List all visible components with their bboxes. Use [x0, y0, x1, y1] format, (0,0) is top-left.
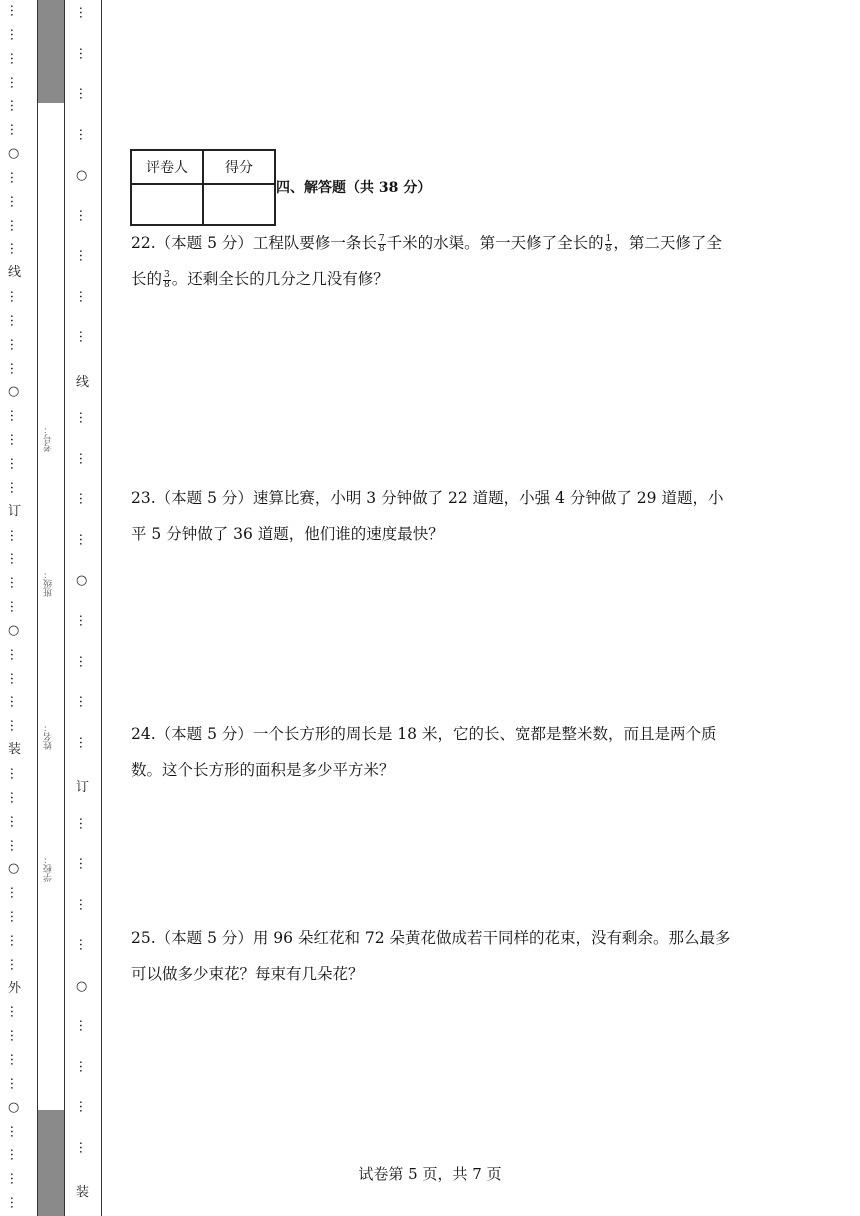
margin-dots: … [7, 242, 22, 256]
margin-dots: … [7, 910, 22, 924]
margin-marker: ○ [8, 384, 20, 400]
margin-dots: … [7, 170, 22, 184]
margin-dots: … [7, 790, 22, 804]
stripe-dark-top [38, 0, 64, 103]
inner-dots: … [76, 532, 91, 546]
margin-marker: 订 [8, 503, 22, 519]
section-title: 四、解答题（共 38 分） [276, 180, 432, 196]
inner-marker: ○ [76, 168, 88, 184]
inner-dots: … [76, 816, 91, 830]
margin-marker: ○ [8, 622, 20, 638]
margin-dots: … [7, 99, 22, 113]
margin-dots: … [7, 886, 22, 900]
fraction-7-8 [378, 235, 386, 254]
margin-dots: … [7, 957, 22, 971]
margin-dots: … [7, 313, 22, 327]
inner-marker: 线 [76, 374, 90, 390]
fraction-denominator: 8 [164, 279, 170, 290]
margin-dots: … [7, 695, 22, 709]
fraction-numerator: 7 [378, 233, 385, 244]
margin-dots: … [7, 75, 22, 89]
margin-marker: ○ [8, 861, 20, 877]
inner-dots: … [76, 654, 91, 668]
margin-dots: … [7, 409, 22, 423]
fraction-denominator: 8 [605, 243, 612, 254]
fraction-numerator: 1 [605, 233, 612, 244]
reviewer-header: 评卷人 [131, 150, 203, 184]
inner-dots: … [76, 451, 91, 465]
fraction-3-8 [163, 271, 171, 290]
inner-dots: … [76, 1140, 91, 1154]
inner-marker: ○ [76, 978, 88, 994]
margin-dots: … [7, 1029, 22, 1043]
inner-dots: … [76, 46, 91, 60]
exam-number-label: 考号： [44, 425, 54, 452]
margin-dots: … [7, 290, 22, 304]
margin-dots: … [7, 337, 22, 351]
question-22-text-c: ，第二天修了全长的 [131, 234, 722, 288]
inner-dots: … [76, 492, 91, 506]
margin-dots: … [7, 194, 22, 208]
margin-dots: … [7, 600, 22, 614]
margin-marker: 线 [8, 265, 22, 281]
inner-dots: … [76, 87, 91, 101]
margin-marker: 装 [8, 742, 22, 758]
margin-dots: … [7, 552, 22, 566]
margin-dots: … [7, 433, 22, 447]
inner-dots: … [76, 330, 91, 344]
inner-marker: 订 [76, 780, 90, 796]
margin-dots: … [7, 1124, 22, 1138]
outer-binding-margin [6, 0, 32, 1216]
inner-dots: … [76, 289, 91, 303]
question-24: 24.（本题 5 分）一个长方形的周长是 18 米，它的长、宽都是整米数，而且是两个质数。这个长方形的面积是多少平方米？ [131, 725, 717, 779]
inner-dots: … [76, 1059, 91, 1073]
margin-dots: … [7, 647, 22, 661]
reviewer-cell[interactable] [131, 184, 203, 225]
inner-binding-margin [70, 0, 96, 1216]
name-label: 姓名： [44, 723, 54, 750]
margin-dots: … [7, 4, 22, 17]
margin-dots: … [7, 838, 22, 852]
score-header: 得分 [203, 150, 275, 184]
margin-dots: … [7, 27, 22, 41]
score-table [130, 149, 276, 226]
question-22-text-a: 22.（本题 5 分）工程队要修一条长 [131, 234, 377, 252]
margin-dots: … [7, 51, 22, 65]
margin-dots: … [7, 576, 22, 590]
binding-stripe [37, 0, 65, 1216]
binding-line [101, 0, 102, 1216]
question-23: 23.（本题 5 分）速算比赛，小明 3 分钟做了 22 道题，小强 4 分钟做了 29 道题，小平 5 分钟做了 36 道题，他们谁的速度最快？ [131, 489, 724, 543]
margin-dots: … [7, 1148, 22, 1162]
school-label: 学校： [44, 855, 54, 882]
margin-dots: … [7, 814, 22, 828]
fraction-denominator: 8 [378, 243, 385, 254]
inner-dots: … [76, 208, 91, 222]
inner-dots: … [76, 1019, 91, 1033]
margin-dots: … [7, 1053, 22, 1067]
fraction-1-8 [605, 235, 613, 254]
question-22 [131, 225, 731, 297]
page-footer: 试卷第 5 页，共 7 页 [358, 1165, 502, 1183]
inner-dots: … [76, 1100, 91, 1114]
inner-marker: ○ [76, 573, 88, 589]
question-22-text-b: 千米的水渠。第一天修了全长的 [386, 234, 604, 252]
margin-dots: … [7, 1005, 22, 1019]
margin-dots: … [7, 766, 22, 780]
margin-dots: … [7, 1076, 22, 1090]
class-label: 班级： [44, 570, 54, 597]
fraction-numerator: 3 [164, 269, 170, 280]
margin-marker: ○ [8, 146, 20, 162]
inner-dots: … [76, 614, 91, 627]
score-cell[interactable] [203, 184, 275, 225]
margin-dots: … [7, 1196, 22, 1210]
margin-dots: … [7, 457, 22, 471]
inner-dots: … [76, 411, 91, 425]
margin-dots: … [7, 480, 22, 494]
inner-dots: … [76, 735, 91, 749]
inner-dots: … [76, 127, 91, 141]
margin-dots: … [7, 933, 22, 947]
inner-dots: … [76, 249, 91, 263]
margin-dots: … [7, 671, 22, 685]
margin-dots: … [7, 1172, 22, 1186]
inner-dots: … [76, 897, 91, 911]
margin-dots: … [7, 218, 22, 232]
margin-dots: … [7, 361, 22, 375]
inner-dots: … [76, 695, 91, 709]
question-22-text-d: 。还剩全长的几分之几没有修？ [171, 270, 389, 288]
inner-dots: … [76, 938, 91, 952]
inner-marker: 装 [76, 1185, 90, 1201]
margin-dots: … [7, 719, 22, 733]
margin-marker: ○ [8, 1099, 20, 1115]
margin-dots: … [7, 123, 22, 137]
inner-dots: … [76, 857, 91, 871]
margin-dots: … [7, 528, 22, 542]
question-25: 25.（本题 5 分）用 96 朵红花和 72 朵黄花做成若干同样的花束，没有剩余。那么最多可以做多少束花？每束有几朵花？ [131, 929, 731, 983]
margin-marker: 外 [8, 980, 22, 996]
inner-dots: … [76, 6, 91, 19]
